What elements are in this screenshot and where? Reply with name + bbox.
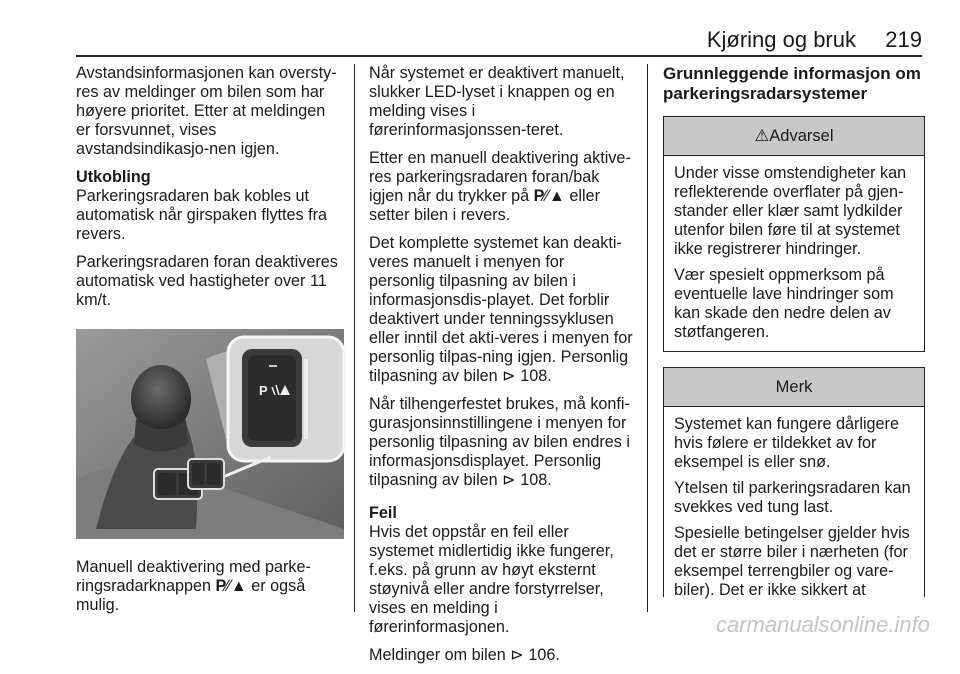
- warning-box: [663, 116, 925, 352]
- parking-radar-icon: P: [215, 577, 226, 595]
- intro-paragraph: Avstandsinformasjonen kan oversty-res av meldinger om bilen som har høyere prioritet. Etter at meldingen er forsvunnet, vises avstandsindikasjo-nen igjen.: [76, 64, 337, 158]
- note-paragraph-3: Spesielle betingelser gjelder hvis det er større biler i nærheten (for eksempel terrengbiler og vare-biler). Det er ikke sikkert at: [674, 524, 910, 599]
- caption-text-after: er også mulig.: [76, 577, 306, 614]
- page-number: 219: [885, 27, 922, 52]
- note-title: Merk: [664, 368, 924, 407]
- photo-button-glyph: P: [259, 383, 268, 398]
- feil-paragraph-2: Meldinger om bilen ⊳ 106.: [369, 646, 560, 664]
- reactivate-text-before: Etter en manuell deaktivering aktive-res parkeringsradaren foran/bak igjen når du trykker på: [369, 149, 631, 205]
- parking-sensor-icon: ⁄⁄▲: [225, 577, 247, 595]
- column-divider-2: [647, 64, 648, 612]
- header-title: Kjøring og bruk: [706, 27, 856, 52]
- note-paragraph-1: Systemet kan fungere dårligere hvis følere er tildekket av for eksempel is eller snø.: [674, 415, 899, 471]
- column-left: [76, 64, 344, 624]
- paragraph-full-deactivation: Det komplette systemet kan deakti-veres manuelt i menyen for personlig tilpasning av bilen i informasjonsdis-playet. Det forblir deaktivert under tenningssyklusen eller inntil det akti-veres i menyen for personlig tilpas-ning igjen. Personlig tilpasning av bilen ⊳ 108.: [369, 234, 633, 385]
- warning-paragraph-1: Under visse omstendigheter kan reflekterende overflater på gjen-stander eller klær samt lydkilder utenfor bilen føre til at systemet ikke registrerer hindringer.: [674, 164, 907, 258]
- column-right: [663, 64, 925, 597]
- note-body: [664, 407, 924, 609]
- paragraph-reactivate: [369, 149, 634, 225]
- parking-radar-icon: P: [533, 187, 544, 205]
- section-title: Grunnleggende informasjon om parkeringsradarsystemer: [663, 64, 921, 103]
- caption-text-before: Manuell deaktivering med parke-ringsradarknappen: [76, 558, 311, 595]
- heading-feil: Feil: [369, 504, 397, 522]
- warning-paragraph-2: Vær spesielt oppmerksom på eventuelle lave hindringer som kan skade den nedre delen av støtfangeren.: [674, 266, 894, 341]
- note-paragraph-2: Ytelsen til parkeringsradaren kan svekkes ved tung last.: [674, 479, 911, 516]
- note-box: [663, 367, 925, 597]
- watermark: carmanualsonline.info: [715, 612, 930, 637]
- utkobling-paragraph-2: Parkeringsradaren foran deaktiveres automatisk ved hastigheter over 11 km/t.: [76, 253, 338, 309]
- console-photo: [76, 329, 344, 539]
- page-header: [0, 28, 960, 56]
- warning-body: [664, 156, 924, 351]
- column-divider-1: [354, 64, 355, 612]
- column-middle: [369, 64, 634, 674]
- photo-caption: [76, 558, 344, 615]
- paragraph-trailer: Når tilhengerfestet brukes, må konfi-gurasjonsinnstillingene i menyen for personlig tilpasning av bilen endres i informasjonsdisplayet. Personlig tilpasning av bilen ⊳ 108.: [369, 395, 630, 489]
- heading-utkobling: Utkobling: [76, 168, 151, 186]
- warning-title: ⚠Advarsel: [664, 117, 924, 156]
- reactivate-text-after: eller setter bilen i revers.: [369, 187, 601, 224]
- paragraph-deactivated: Når systemet er deaktivert manuelt, slukker LED-lyset i knappen og en melding vises i førerinformasjonssen-teret.: [369, 64, 625, 139]
- parking-sensor-icon: ⁄⁄▲: [543, 187, 565, 205]
- feil-paragraph-1: Hvis det oppstår en feil eller systemet midlertidig ikke fungerer, f.eks. på grunn av høyt eksternt støynivå eller andre forstyrrelser, vises en melding i førerinformasjonen.: [369, 523, 614, 636]
- header-rule: [76, 55, 922, 57]
- utkobling-paragraph-1: Parkeringsradaren bak kobles ut automatisk når girspaken flyttes fra revers.: [76, 187, 328, 243]
